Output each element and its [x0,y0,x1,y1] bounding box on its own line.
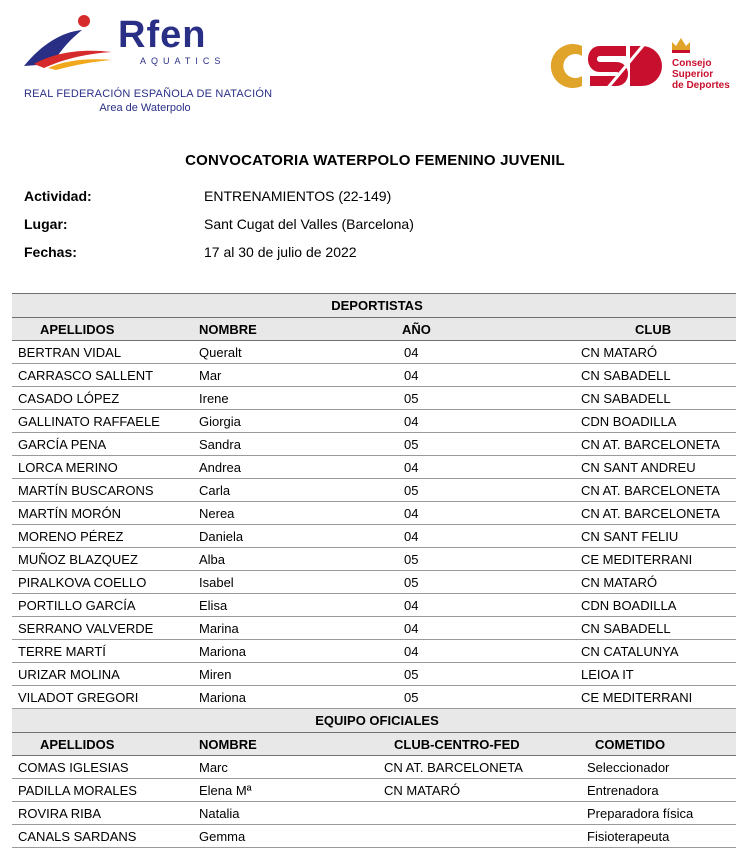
year-cell: 04 [374,410,555,433]
firstname-cell: Elena Mª [193,779,374,802]
role-cell: Preparadora física [555,802,736,825]
year-cell: 05 [374,479,555,502]
firstname-cell: Marina [193,617,374,640]
firstname-cell: Mariona [193,640,374,663]
athlete-row [12,640,736,663]
club-cell: CN SABADELL [555,364,736,387]
athlete-row [12,364,736,387]
club-cell: LEIOA IT [555,663,736,686]
surname-cell: MUÑOZ BLAZQUEZ [12,548,193,571]
firstname-cell: Sandra [193,433,374,456]
firstname-cell: Marc [193,756,374,779]
role-cell: Fisioterapeuta [555,825,736,848]
document-header [0,0,750,130]
club-cell: CE MEDITERRANI [555,686,736,709]
firstname-cell: Andrea [193,456,374,479]
firstname-cell: Natalia [193,802,374,825]
firstname-cell: Miren [193,663,374,686]
firstname-cell: Alba [193,548,374,571]
surname-cell: VILADOT GREGORI [12,686,193,709]
year-cell: 05 [374,663,555,686]
athlete-row [12,571,736,594]
csd-logo-icon [546,38,666,94]
athlete-row [12,548,736,571]
surname-cell: MARTÍN BUSCARONS [12,479,193,502]
club-cell: CDN BOADILLA [555,410,736,433]
federation-area: Area de Waterpolo [99,102,191,114]
firstname-cell: Elisa [193,594,374,617]
surname-cell: CANALS SARDANS [12,825,193,848]
athlete-row [12,617,736,640]
rfen-aquatics-subtitle: AQUATICS [140,56,226,66]
roster-table [12,293,736,848]
athlete-row [12,502,736,525]
federation-name: REAL FEDERACIÓN ESPAÑOLA DE NATACIÓN [24,88,273,100]
year-cell: 04 [374,594,555,617]
firstname-cell: Isabel [193,571,374,594]
surname-cell: TERRE MARTÍ [12,640,193,663]
year-cell: 05 [374,387,555,410]
firstname-cell: Nerea [193,502,374,525]
surname-cell: PIRALKOVA COELLO [12,571,193,594]
surname-cell: COMAS IGLESIAS [12,756,193,779]
athlete-row [12,341,736,364]
club-cell: CN AT. BARCELONETA [374,756,555,779]
official-row [12,756,736,779]
year-cell: 04 [374,617,555,640]
firstname-cell: Giorgia [193,410,374,433]
athlete-row [12,433,736,456]
surname-cell: MORENO PÉREZ [12,525,193,548]
club-cell [374,802,555,825]
firstname-cell: Mariona [193,686,374,709]
club-cell: CE MEDITERRANI [555,548,736,571]
section-header-athletes: DEPORTISTAS [12,294,736,318]
rfen-swimmer-logo-icon [22,14,114,70]
surname-cell: GALLINATO RAFFAELE [12,410,193,433]
year-cell: 05 [374,548,555,571]
official-row [12,779,736,802]
csd-name: Consejo Superior de Deportes [672,58,730,91]
surname-cell: PORTILLO GARCÍA [12,594,193,617]
official-row [12,825,736,848]
year-cell: 05 [374,433,555,456]
surname-cell: SERRANO VALVERDE [12,617,193,640]
section-header-officials: EQUIPO OFICIALES [12,709,736,733]
year-cell: 05 [374,571,555,594]
year-cell: 04 [374,456,555,479]
athlete-row [12,594,736,617]
club-cell: CN SANT FELIU [555,525,736,548]
year-cell: 04 [374,364,555,387]
surname-cell: GARCÍA PENA [12,433,193,456]
club-cell: CN AT. BARCELONETA [555,433,736,456]
surname-cell: PADILLA MORALES [12,779,193,802]
club-cell: CN AT. BARCELONETA [555,502,736,525]
officials-column-header-row: APELLIDOS NOMBRE CLUB-CENTRO-FED COMETIDO [12,733,736,756]
role-cell: Entrenadora [555,779,736,802]
club-cell: CN AT. BARCELONETA [555,479,736,502]
athlete-row [12,410,736,433]
year-cell: 04 [374,640,555,663]
athlete-row [12,663,736,686]
official-row [12,802,736,825]
document-title: CONVOCATORIA WATERPOLO FEMENINO JUVENIL [185,152,565,169]
firstname-cell: Daniela [193,525,374,548]
firstname-cell: Carla [193,479,374,502]
club-cell: CN SABADELL [555,617,736,640]
year-cell: 04 [374,525,555,548]
year-cell: 05 [374,686,555,709]
club-cell [374,825,555,848]
surname-cell: BERTRAN VIDAL [12,341,193,364]
surname-cell: ROVIRA RIBA [12,802,193,825]
year-cell: 04 [374,341,555,364]
surname-cell: CASADO LÓPEZ [12,387,193,410]
club-cell: CN MATARÓ [374,779,555,802]
athlete-row [12,686,736,709]
club-cell: CN SANT ANDREU [555,456,736,479]
athlete-row [12,387,736,410]
athlete-row [12,525,736,548]
club-cell: CN CATALUNYA [555,640,736,663]
athlete-row [12,456,736,479]
club-cell: CN SABADELL [555,387,736,410]
firstname-cell: Queralt [193,341,374,364]
firstname-cell: Gemma [193,825,374,848]
surname-cell: CARRASCO SALLENT [12,364,193,387]
year-cell: 04 [374,502,555,525]
surname-cell: LORCA MERINO [12,456,193,479]
firstname-cell: Mar [193,364,374,387]
rfen-wordmark: Rfen [118,14,207,56]
firstname-cell: Irene [193,387,374,410]
crown-icon [670,34,692,54]
club-cell: CN MATARÓ [555,571,736,594]
column-header-row: APELLIDOS NOMBRE AÑO CLUB [12,318,736,341]
surname-cell: URIZAR MOLINA [12,663,193,686]
role-cell: Seleccionador [555,756,736,779]
athlete-row [12,479,736,502]
club-cell: CN MATARÓ [555,341,736,364]
surname-cell: MARTÍN MORÓN [12,502,193,525]
club-cell: CDN BOADILLA [555,594,736,617]
